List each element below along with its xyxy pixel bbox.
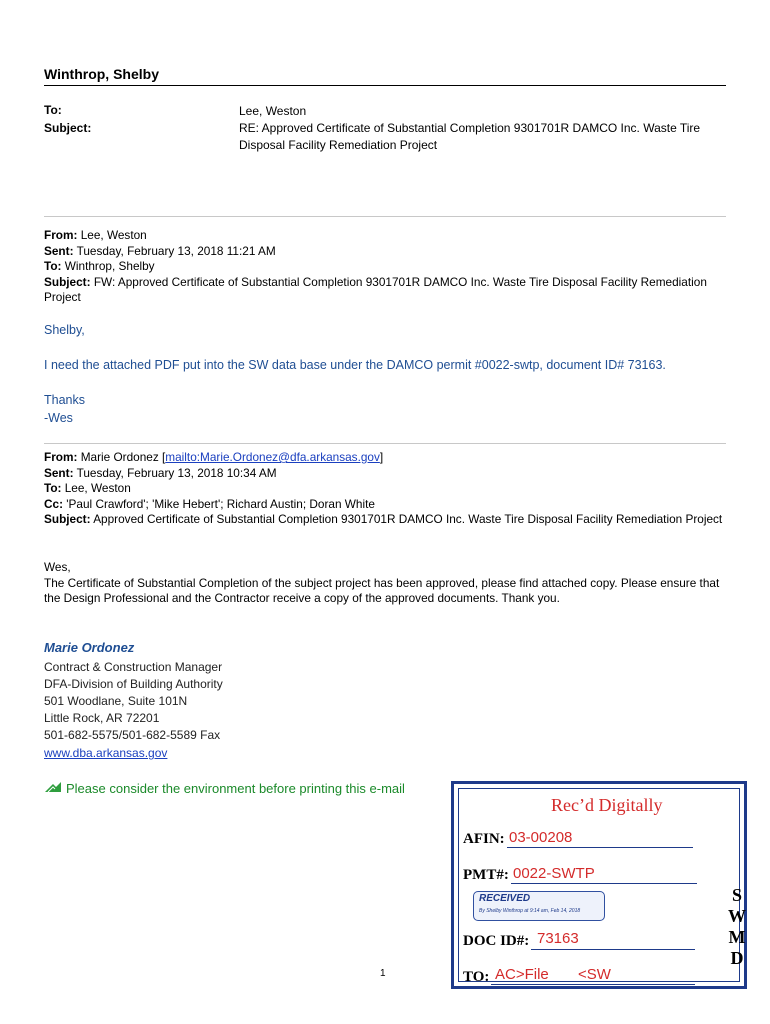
signature-phone: 501-682-5575/501-682-5589 Fax: [44, 728, 221, 742]
from-label: From:: [44, 228, 78, 242]
doc-id-line: [531, 949, 695, 950]
pmt-value: 0022-SWTP: [513, 865, 595, 882]
pmt-label: PMT#:: [463, 867, 509, 883]
to-value: AC>File <SW: [495, 966, 611, 983]
environment-text: Please consider the environment before printing this e-mail: [66, 781, 405, 796]
subject-label: Subject:: [44, 274, 91, 289]
divider: [44, 443, 726, 444]
greeting: Shelby,: [44, 323, 85, 337]
signature-title: Contract & Construction Manager: [44, 660, 223, 674]
divider: [44, 216, 726, 217]
from-value: Marie Ordonez [: [80, 450, 166, 464]
greeting: Wes,: [44, 560, 71, 574]
pmt-line: [511, 883, 697, 884]
to-label: To:: [44, 259, 62, 274]
subject-label: Subject:: [44, 121, 92, 135]
recycle-icon: [44, 780, 62, 797]
message-2-body: [44, 560, 734, 607]
sent-label: Sent:: [44, 243, 74, 258]
subject-value: RE: Approved Certificate of Substantial Completion 9301701R DAMCO Inc. Waste Tire Disposal Facility Remediation Project: [239, 121, 701, 152]
to-value: Lee, Weston: [64, 481, 131, 496]
sent-value: Tuesday, February 13, 2018 11:21 AM: [76, 243, 276, 258]
to-label: To:: [44, 481, 62, 496]
to-line: [491, 984, 695, 985]
subject-label: Subject:: [44, 512, 91, 527]
thanks: Thanks: [44, 393, 85, 407]
request-line: I need the attached PDF put into the SW data base under the DAMCO permit #0022-swtp, document ID# 73163.: [44, 358, 666, 372]
afin-line: [507, 847, 693, 848]
subject-value: FW: Approved Certificate of Substantial Completion 9301701R DAMCO Inc. Waste Tire Disposal Facility Remediation Project: [44, 274, 707, 305]
signature-address-2: Little Rock, AR 72201: [44, 711, 160, 725]
from-label: From:: [44, 450, 78, 464]
received-badge: [473, 891, 605, 921]
bracket: ]: [379, 450, 384, 464]
page-number: 1: [380, 968, 386, 979]
stamp-inner-border: [458, 788, 746, 985]
subject-value: Approved Certificate of Substantial Completion 9301701R DAMCO Inc. Waste Tire Disposal Facility Remediation Project: [93, 512, 723, 527]
email-link[interactable]: mailto:Marie.Ordonez@dfa.arkansas.gov: [165, 450, 380, 464]
website-link[interactable]: www.dba.arkansas.gov: [44, 746, 168, 760]
body-text: The Certificate of Substantial Completion of the subject project has been approved, please find attached copy. Please ensure that the Design Professional and the Contractor receive a copy of the approved documents. Thank you.: [44, 575, 720, 606]
sent-value: Tuesday, February 13, 2018 10:34 AM: [76, 465, 277, 480]
doc-id-value: 73163: [537, 930, 579, 947]
to-label: To:: [44, 103, 62, 117]
title-divider: [44, 85, 726, 86]
environment-note: [44, 780, 405, 797]
side-letter: W: [728, 906, 746, 926]
signature-address-1: 501 Woodlane, Suite 101N: [44, 694, 188, 708]
signature-org: DFA-Division of Building Authority: [44, 677, 223, 691]
afin-value: 03-00208: [509, 829, 573, 846]
side-letter: S: [731, 885, 742, 905]
afin-label: AFIN:: [463, 831, 505, 847]
signature-name: Marie Ordonez: [44, 640, 135, 655]
sent-label: Sent:: [44, 465, 74, 480]
message-1-header: [44, 228, 734, 306]
signature-website: [44, 746, 167, 760]
received-subtitle: By Shelby Winthrop at 9:14 am, Feb 14, 2018: [479, 908, 581, 914]
received-stamp: [451, 781, 747, 989]
doc-id-label: DOC ID#:: [463, 933, 530, 949]
side-letter: M: [728, 927, 746, 947]
side-letter: D: [730, 948, 744, 968]
cc-value: 'Paul Crawford'; 'Mike Hebert'; Richard Austin; Doran White: [66, 496, 375, 511]
sign-off: -Wes: [44, 411, 73, 425]
to-value: Winthrop, Shelby: [64, 259, 155, 274]
message-2-header: [44, 450, 734, 528]
to-value: Lee, Weston: [239, 104, 307, 118]
received-title: RECEIVED: [479, 893, 531, 904]
from-value: Lee, Weston: [80, 228, 147, 242]
cc-label: Cc:: [44, 496, 64, 511]
stamp-heading: Rec’d Digitally: [551, 795, 663, 815]
to-label: TO:: [463, 969, 490, 985]
email-owner-title: Winthrop, Shelby: [44, 66, 159, 82]
